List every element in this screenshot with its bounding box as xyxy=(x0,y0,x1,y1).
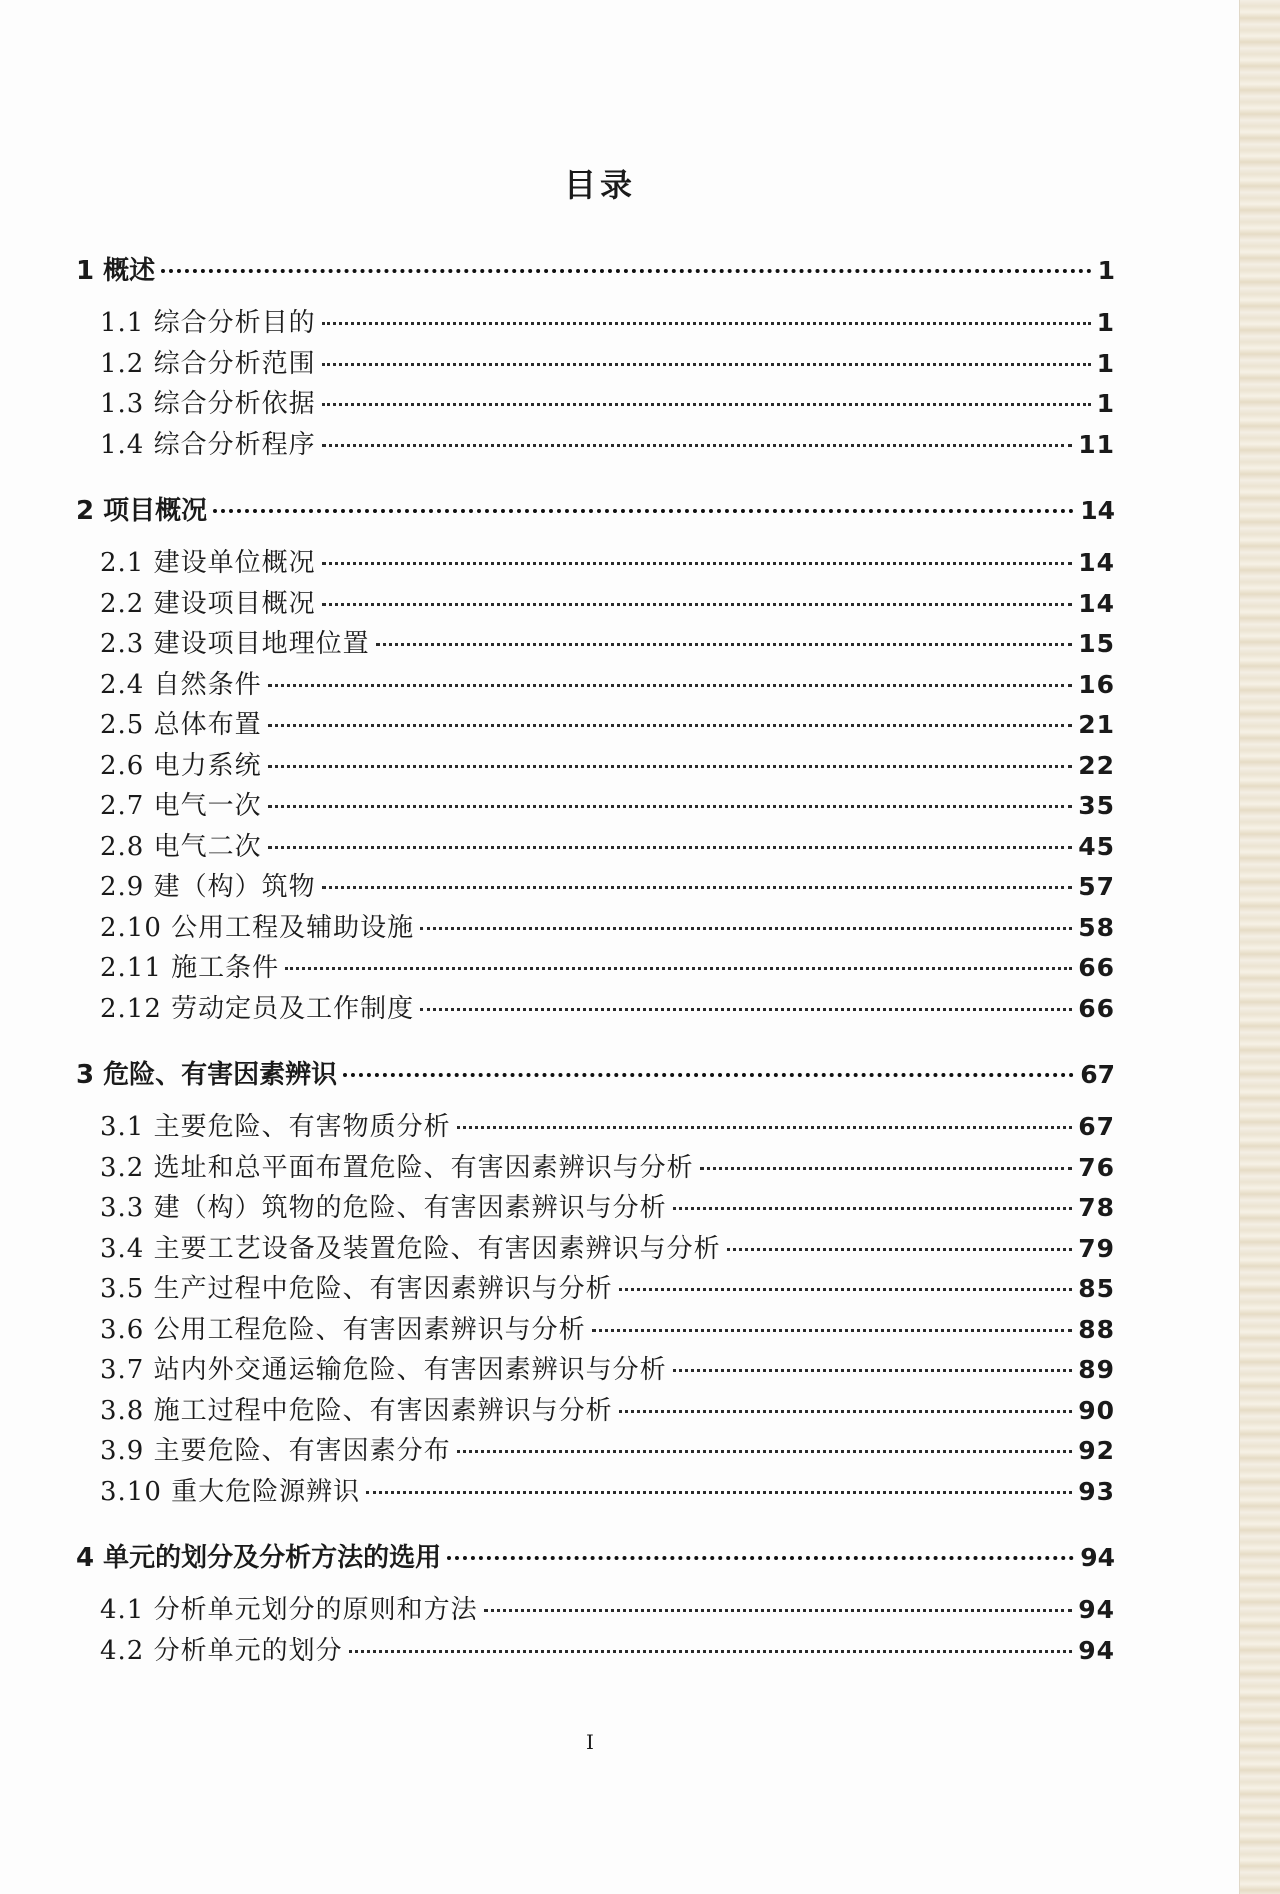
toc-section-page: 15 xyxy=(1078,629,1115,658)
toc-section-entry[interactable] xyxy=(70,1349,1115,1390)
toc-section-entry[interactable] xyxy=(70,785,1115,826)
toc-section-entry[interactable] xyxy=(70,623,1115,664)
toc-section-label: 1.2 综合分析范围 xyxy=(100,348,316,379)
paper-edge xyxy=(1239,0,1280,1894)
toc-section-label: 2.2 建设项目概况 xyxy=(100,588,316,619)
toc-leader-dots xyxy=(592,1329,1073,1332)
chapter-spacer xyxy=(70,294,1115,302)
toc-section-entry[interactable] xyxy=(70,988,1115,1029)
toc-leader-dots xyxy=(366,1491,1072,1494)
toc-section-page: 14 xyxy=(1078,588,1115,618)
toc-section-page: 94 xyxy=(1078,1595,1115,1624)
toc-section-entry[interactable] xyxy=(70,302,1115,343)
toc-section-label: 3.6 公用工程危险、有害因素辨识与分析 xyxy=(100,1314,586,1345)
toc-chapter-page: 1 xyxy=(1097,256,1115,285)
toc-section-label: 3.8 施工过程中危险、有害因素辨识与分析 xyxy=(100,1395,613,1426)
chapter-spacer xyxy=(70,1098,1115,1106)
toc-section-label: 4.1 分析单元划分的原则和方法 xyxy=(100,1595,478,1625)
toc-section-label: 2.11 施工条件 xyxy=(100,953,280,983)
toc-section-label: 3.10 重大危险源辨识 xyxy=(100,1476,361,1507)
toc-section-entry[interactable] xyxy=(70,745,1115,786)
toc-section-label: 3.2 选址和总平面布置危险、有害因素辨识与分析 xyxy=(100,1152,694,1183)
toc-section-entry[interactable] xyxy=(70,1268,1115,1309)
toc-section-entry[interactable] xyxy=(70,383,1115,424)
toc-leader-dots xyxy=(700,1167,1073,1170)
toc-chapter-entry[interactable] xyxy=(70,1537,1115,1581)
toc-leader-dots xyxy=(268,765,1073,768)
toc-section-entry[interactable] xyxy=(70,1630,1115,1671)
toc-chapter-entry[interactable] xyxy=(70,1054,1115,1098)
toc-section-label: 2.3 建设项目地理位置 xyxy=(100,629,370,659)
toc-section-page: 90 xyxy=(1078,1395,1115,1425)
toc-section-label: 3.1 主要危险、有害物质分析 xyxy=(100,1112,451,1142)
toc-leader-dots xyxy=(213,509,1074,513)
toc-section-entry[interactable] xyxy=(70,1309,1115,1350)
toc-section-label: 1.4 综合分析程序 xyxy=(100,429,316,460)
toc-section-page: 92 xyxy=(1078,1436,1115,1465)
toc-section-page: 67 xyxy=(1078,1112,1115,1141)
toc-section-label: 2.1 建设单位概况 xyxy=(100,548,316,578)
toc-leader-dots xyxy=(673,1369,1073,1372)
toc-section-page: 79 xyxy=(1078,1233,1115,1263)
toc-leader-dots xyxy=(619,1288,1073,1291)
toc-section-page: 14 xyxy=(1078,548,1115,577)
table-of-contents xyxy=(70,250,1115,1670)
toc-leader-dots xyxy=(484,1609,1073,1612)
toc-leader-dots xyxy=(322,444,1073,447)
toc-section-page: 89 xyxy=(1078,1355,1115,1384)
toc-chapter-entry[interactable] xyxy=(70,490,1115,534)
toc-section-entry[interactable] xyxy=(70,1228,1115,1269)
chapter-spacer xyxy=(70,1581,1115,1589)
toc-section-label: 1.1 综合分析目的 xyxy=(100,308,316,338)
toc-section-label: 4.2 分析单元的划分 xyxy=(100,1635,343,1666)
toc-section-page: 16 xyxy=(1078,669,1115,699)
toc-leader-dots xyxy=(161,269,1091,273)
chapter-spacer xyxy=(70,534,1115,542)
toc-leader-dots xyxy=(349,1650,1073,1653)
toc-section-label: 2.7 电气一次 xyxy=(100,791,262,821)
toc-leader-dots xyxy=(322,403,1091,406)
toc-section-page: 76 xyxy=(1078,1152,1115,1182)
toc-section-page: 1 xyxy=(1096,308,1115,337)
page-number-footer: I xyxy=(586,1730,594,1754)
toc-section-entry[interactable] xyxy=(70,1430,1115,1471)
toc-section-entry[interactable] xyxy=(70,542,1115,583)
toc-section-label: 2.6 电力系统 xyxy=(100,750,262,781)
toc-leader-dots xyxy=(322,363,1091,366)
chapter-spacer xyxy=(70,464,1115,490)
toc-section-entry[interactable] xyxy=(70,343,1115,384)
toc-section-page: 1 xyxy=(1096,389,1115,418)
toc-section-label: 2.5 总体布置 xyxy=(100,710,262,740)
toc-section-page: 88 xyxy=(1078,1314,1115,1344)
toc-leader-dots xyxy=(457,1126,1073,1129)
toc-chapter-label: 1 概述 xyxy=(76,256,156,286)
toc-section-entry[interactable] xyxy=(70,866,1115,907)
toc-section-page: 58 xyxy=(1078,912,1115,942)
toc-leader-dots xyxy=(619,1410,1073,1413)
toc-section-page: 45 xyxy=(1078,831,1115,861)
toc-chapter-label: 4 单元的划分及分析方法的选用 xyxy=(76,1543,442,1573)
toc-section-page: 85 xyxy=(1078,1274,1115,1303)
toc-section-page: 78 xyxy=(1078,1193,1115,1222)
toc-section-entry[interactable] xyxy=(70,424,1115,465)
toc-leader-dots xyxy=(457,1450,1073,1453)
toc-section-entry[interactable] xyxy=(70,704,1115,745)
toc-section-page: 11 xyxy=(1078,429,1115,459)
toc-section-page: 66 xyxy=(1078,993,1115,1023)
toc-section-label: 2.12 劳动定员及工作制度 xyxy=(100,993,415,1024)
toc-section-entry[interactable] xyxy=(70,1147,1115,1188)
toc-section-entry[interactable] xyxy=(70,1187,1115,1228)
toc-section-entry[interactable] xyxy=(70,947,1115,988)
toc-leader-dots xyxy=(376,643,1073,646)
toc-section-entry[interactable] xyxy=(70,583,1115,624)
toc-section-entry[interactable] xyxy=(70,1471,1115,1512)
chapter-spacer xyxy=(70,1028,1115,1054)
toc-chapter-label: 3 危险、有害因素辨识 xyxy=(76,1060,338,1090)
toc-section-entry[interactable] xyxy=(70,1390,1115,1431)
toc-section-label: 3.7 站内外交通运输危险、有害因素辨识与分析 xyxy=(100,1355,667,1385)
toc-leader-dots xyxy=(322,603,1073,606)
toc-section-page: 21 xyxy=(1078,710,1115,739)
toc-section-entry[interactable] xyxy=(70,664,1115,705)
page-title: 目录 xyxy=(563,166,636,204)
toc-leader-dots xyxy=(268,684,1073,687)
toc-leader-dots xyxy=(268,724,1073,727)
toc-chapter-page: 67 xyxy=(1080,1060,1115,1089)
toc-section-label: 3.3 建（构）筑物的危险、有害因素辨识与分析 xyxy=(100,1193,667,1223)
toc-leader-dots xyxy=(420,1008,1072,1011)
toc-leader-dots xyxy=(447,1556,1074,1560)
toc-leader-dots xyxy=(268,805,1073,808)
toc-section-entry[interactable] xyxy=(70,826,1115,867)
toc-chapter-page: 14 xyxy=(1080,496,1115,525)
toc-section-label: 1.3 综合分析依据 xyxy=(100,389,316,419)
toc-leader-dots xyxy=(727,1248,1073,1251)
toc-section-page: 35 xyxy=(1078,791,1115,820)
toc-section-page: 93 xyxy=(1078,1476,1115,1506)
toc-section-page: 1 xyxy=(1096,348,1115,378)
toc-leader-dots xyxy=(343,1073,1074,1077)
toc-section-entry[interactable] xyxy=(70,907,1115,948)
toc-section-entry[interactable] xyxy=(70,1589,1115,1630)
toc-leader-dots xyxy=(285,967,1072,970)
toc-section-label: 3.4 主要工艺设备及装置危险、有害因素辨识与分析 xyxy=(100,1233,721,1264)
toc-chapter-entry[interactable] xyxy=(70,250,1115,294)
toc-section-label: 2.4 自然条件 xyxy=(100,669,262,700)
toc-section-page: 94 xyxy=(1078,1635,1115,1665)
toc-section-page: 57 xyxy=(1078,872,1115,901)
toc-section-label: 3.5 生产过程中危险、有害因素辨识与分析 xyxy=(100,1274,613,1304)
toc-leader-dots xyxy=(673,1207,1073,1210)
toc-chapter-label: 2 项目概况 xyxy=(76,496,208,526)
toc-leader-dots xyxy=(268,846,1073,849)
toc-section-label: 2.9 建（构）筑物 xyxy=(100,872,316,902)
toc-section-label: 2.10 公用工程及辅助设施 xyxy=(100,912,415,943)
toc-chapter-page: 94 xyxy=(1080,1543,1115,1572)
toc-section-label: 2.8 电气二次 xyxy=(100,831,262,862)
toc-section-label: 3.9 主要危险、有害因素分布 xyxy=(100,1436,451,1466)
toc-section-page: 22 xyxy=(1078,750,1115,780)
toc-section-page: 66 xyxy=(1078,953,1115,982)
toc-section-entry[interactable] xyxy=(70,1106,1115,1147)
toc-leader-dots xyxy=(420,927,1072,930)
toc-leader-dots xyxy=(322,562,1073,565)
toc-leader-dots xyxy=(322,322,1091,325)
toc-leader-dots xyxy=(322,886,1073,889)
chapter-spacer xyxy=(70,1511,1115,1537)
